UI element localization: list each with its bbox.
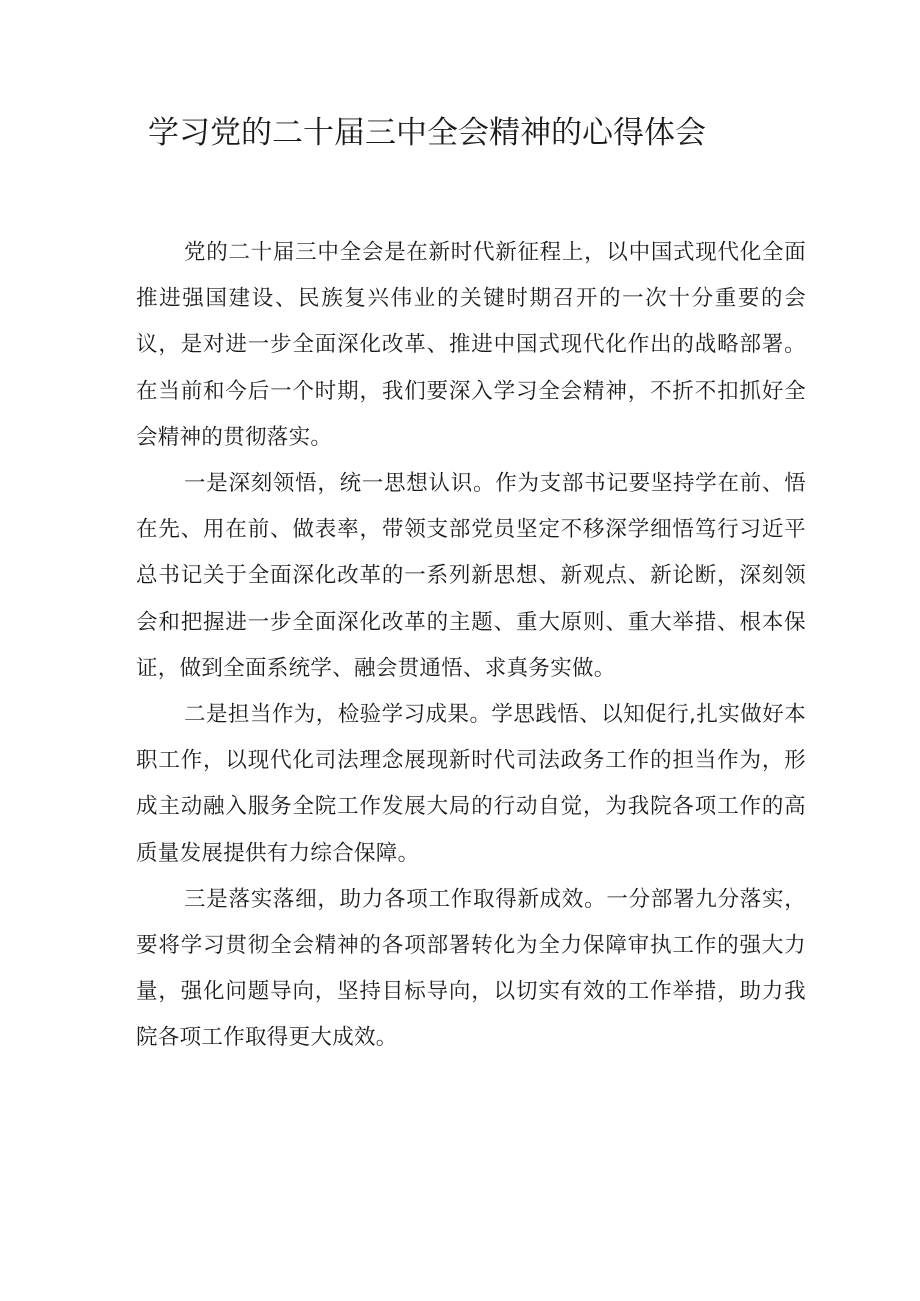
paragraph-point-three: 三是落实落细，助力各项工作取得新成效。一分部署九分落实，要将学习贯彻全会精神的各项部署转化为全力保障审执工作的强大力量，强化问题导向，坚持目标导向，以切实有效的工作举措，助力我院各项工作取得更大成效。: [136, 886, 806, 1051]
paragraph-intro: 党的二十届三中全会是在新时代新征程上，以中国式现代化全面推进强国建设、民族复兴伟业的关键时期召开的一次十分重要的会议，是对进一步全面深化改革、推进中国式现代化作出的战略部署。在当前和今后一个时期，我们要深入学习全会精神，不折不扣抓好全会精神的贯彻落实。: [136, 240, 806, 450]
document-body: [136, 230, 806, 1062]
paragraph-point-two: 二是担当作为，检验学习成果。学思践悟、以知促行,扎实做好本职工作，以现代化司法理念展现新时代司法政务工作的担当作为，形成主动融入服务全院工作发展大局的行动自觉，为我院各项工作的高质量发展提供有力综合保障。: [136, 702, 806, 866]
paragraph-point-one: 一是深刻领悟，统一思想认识。作为支部书记要坚持学在前、悟在先、用在前、做表率，带领支部党员坚定不移深学细悟笃行习近平总书记关于全面深化改革的一系列新思想、新观点、新论断，深刻领会和把握进一步全面深化改革的主题、重大原则、重大举措、根本保证，做到全面系统学、融会贯通悟、求真务实做。: [136, 471, 806, 681]
document-title: 学习党的二十届三中全会精神的心得体会: [148, 115, 706, 151]
